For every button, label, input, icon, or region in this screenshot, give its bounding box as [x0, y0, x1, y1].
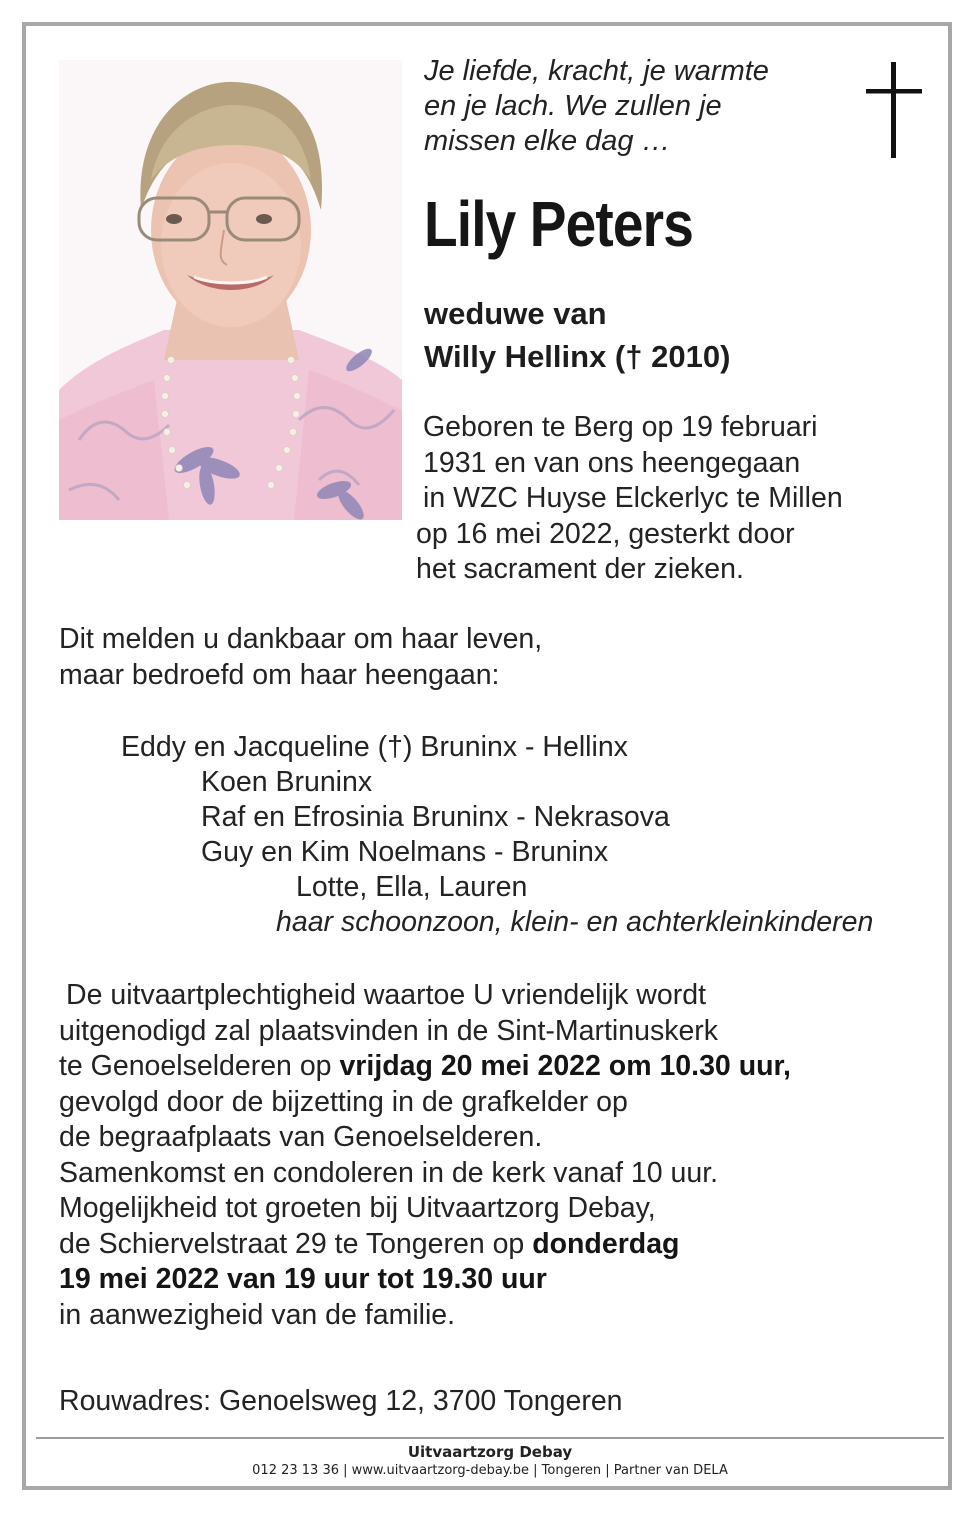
ceremony-line: Samenkomst en condoleren in de kerk vanaf 10 uur.	[59, 1156, 719, 1189]
funeral-home-contact: 012 23 13 36 | www.uitvaartzorg-debay.be | Tongeren | Partner van DELA	[252, 1463, 728, 1478]
portrait-illustration	[59, 60, 402, 520]
intro-line: Dit melden u dankbaar om haar leven,	[59, 623, 543, 655]
visitation-day: donderdag	[532, 1227, 680, 1260]
quote-line: en je lach. We zullen je	[424, 90, 722, 122]
family-member: Lotte, Ella, Lauren	[296, 871, 528, 903]
born-line: Geboren te Berg op 19 februari	[423, 411, 818, 443]
ceremony-line: in aanwezigheid van de familie.	[59, 1298, 456, 1331]
ceremony-line: Mogelijkheid tot groeten bij Uitvaartzorg Debay,	[59, 1192, 656, 1224]
funeral-details	[59, 978, 791, 1333]
widow-label: weduwe van	[424, 296, 607, 331]
ceremony-line	[59, 1262, 791, 1298]
born-line: 1931 en van ons heengegaan	[423, 446, 801, 479]
ceremony-text: te Genoelselderen op	[59, 1050, 340, 1082]
birth-death-info	[416, 410, 843, 588]
family-member: Guy en Kim Noelmans - Bruninx	[201, 836, 609, 868]
ceremony-line: De uitvaartplechtigheid waartoe U vriendelijk wordt	[66, 979, 706, 1011]
funeral-home-name: Uitvaartzorg Debay	[407, 1443, 573, 1461]
deceased-name: Lily Peters	[424, 188, 693, 260]
ceremony-line: uitgenodigd zal plaatsvinden in de Sint-Martinuskerk	[59, 1014, 719, 1047]
born-line: in WZC Huyse Elckerlyc te Millen	[423, 482, 843, 514]
announcement-intro	[59, 622, 542, 693]
footer-divider	[36, 1437, 944, 1439]
spouse-name: Willy Hellinx († 2010)	[424, 339, 731, 374]
family-caption: haar schoonzoon, klein- en achterkleinkinderen	[276, 906, 874, 938]
quote-line: missen elke dag …	[424, 125, 671, 157]
widow-of	[424, 292, 730, 378]
family-member: Eddy en Jacqueline (†) Bruninx - Hellinx	[121, 731, 628, 763]
ceremony-text: de Schiervelstraat 29 te Tongeren op	[59, 1227, 533, 1260]
mourning-address: Rouwadres: Genoelsweg 12, 3700 Tongeren	[59, 1385, 623, 1417]
ceremony-line: de begraafplaats van Genoelselderen.	[59, 1121, 543, 1153]
quote-line: Je liefde, kracht, je warmte	[424, 55, 769, 87]
born-line: het sacrament der zieken.	[416, 553, 744, 585]
ceremony-line	[59, 1227, 791, 1263]
memorial-quote	[424, 54, 769, 159]
born-line: op 16 mei 2022, gesterkt door	[416, 517, 795, 550]
visitation-time: 19 mei 2022 van 19 uur tot 19.30 uur	[59, 1263, 547, 1295]
family-member: Raf en Efrosinia Bruninx - Nekrasova	[201, 801, 670, 833]
cross-icon	[866, 62, 922, 158]
family-member: Koen Bruninx	[201, 766, 373, 798]
ceremony-line: gevolgd door de bijzetting in de grafkelder op	[59, 1085, 628, 1118]
intro-line: maar bedroefd om haar heengaan:	[59, 658, 500, 691]
portrait-photo	[59, 60, 402, 520]
ceremony-line	[59, 1049, 791, 1085]
ceremony-date: vrijdag 20 mei 2022 om 10.30 uur,	[339, 1050, 791, 1082]
